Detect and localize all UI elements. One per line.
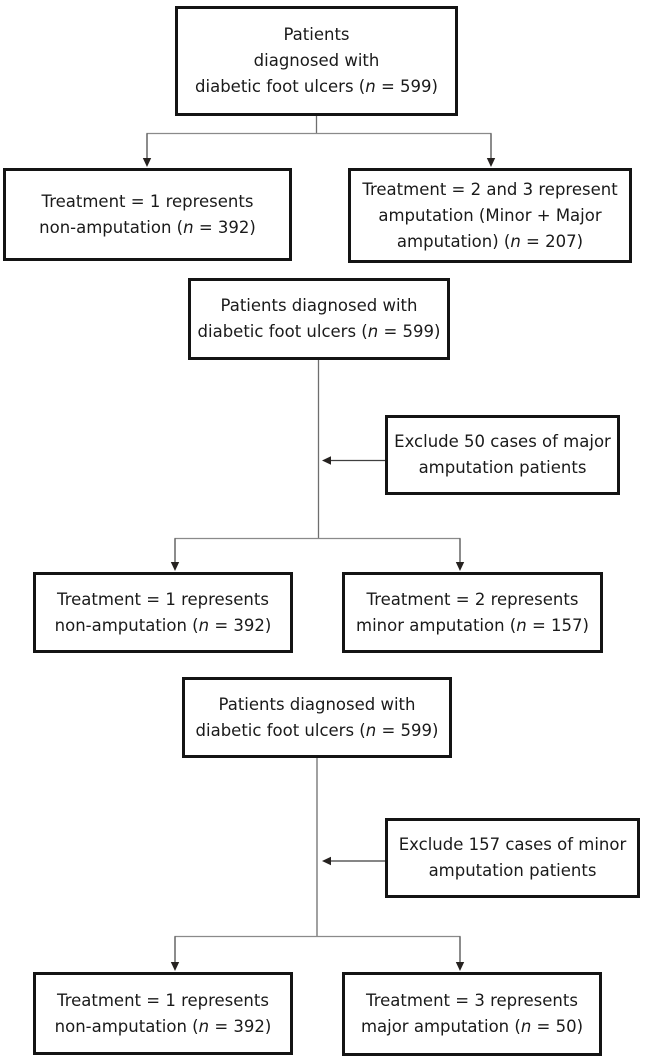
text-segment: = 599): [376, 720, 439, 740]
box-text-line: [198, 319, 441, 345]
italic-n-symbol: n: [520, 1017, 532, 1036]
arrowhead-exclude-1: [322, 456, 331, 464]
box-text-line: [42, 189, 254, 215]
box-text-line: [429, 858, 597, 884]
text-segment: Treatment = 3 represents: [366, 991, 578, 1010]
text-segment: Exclude 157 cases of minor: [398, 835, 627, 854]
italic-n-symbol: n: [516, 615, 527, 635]
arrowhead-3-left: [171, 962, 179, 971]
box-nonamputation-section1: [3, 168, 292, 261]
text-segment: Treatment = 2 and 3 represent: [362, 179, 618, 199]
text-segment: = 207): [520, 231, 584, 251]
box-text-line: [356, 613, 589, 639]
text-segment: major amputation (: [360, 1017, 521, 1036]
text-segment: Patients diagnosed with: [218, 694, 416, 714]
box-text-line: [361, 1014, 583, 1040]
italic-n-symbol: n: [510, 231, 521, 251]
box-text-line: [219, 692, 416, 718]
box-exclude-major-amputation: [385, 415, 620, 495]
italic-n-symbol: n: [367, 322, 379, 341]
arrowhead-exclude-2: [322, 857, 331, 865]
text-segment: amputation) (: [396, 231, 511, 251]
box-text-line: [399, 832, 627, 858]
box-cohort-section1: [175, 6, 458, 116]
text-segment: amputation (Minor + Major: [378, 205, 602, 225]
italic-n-symbol: n: [365, 720, 377, 740]
text-segment: diabetic foot ulcers (: [195, 77, 366, 96]
box-text-line: [394, 429, 611, 455]
text-segment: Patients: [283, 25, 350, 44]
box-text-line: [419, 455, 587, 481]
box-nonamputation-section3: [33, 972, 293, 1055]
italic-n-symbol: n: [365, 77, 376, 96]
arrowhead-1-left: [143, 158, 151, 167]
box-text-line: [196, 718, 439, 744]
box-minor-amputation-section2: [342, 572, 603, 653]
text-segment: Treatment = 1 represents: [41, 191, 254, 211]
text-segment: non-amputation (: [54, 615, 199, 635]
text-segment: minor amputation (: [356, 615, 517, 635]
box-text-line: [378, 203, 601, 229]
box-text-line: [221, 293, 418, 319]
text-segment: diabetic foot ulcers (: [195, 720, 366, 740]
arrowhead-1-right: [487, 158, 495, 167]
text-segment: = 599): [378, 322, 441, 341]
box-text-line: [254, 48, 380, 74]
text-segment: = 50): [531, 1017, 584, 1036]
text-segment: = 392): [209, 615, 272, 635]
italic-n-symbol: n: [198, 615, 210, 635]
box-text-line: [366, 988, 578, 1014]
arrowhead-2-right: [456, 562, 464, 571]
box-exclude-minor-amputation: [385, 818, 640, 898]
text-segment: Patients diagnosed with: [220, 296, 418, 315]
box-text-line: [362, 177, 617, 203]
text-segment: Exclude 50 cases of major: [394, 432, 611, 451]
box-cohort-section3: [182, 677, 452, 758]
text-segment: Treatment = 1 represents: [57, 990, 269, 1010]
box-text-line: [55, 1014, 272, 1040]
text-segment: non-amputation (: [54, 1016, 199, 1036]
box-text-line: [57, 587, 269, 613]
text-segment: = 392): [193, 217, 256, 237]
text-segment: amputation patients: [428, 861, 597, 880]
text-segment: = 392): [209, 1016, 272, 1036]
text-segment: Treatment = 1 represents: [57, 589, 269, 609]
italic-n-symbol: n: [198, 1016, 210, 1036]
text-segment: non-amputation (: [39, 217, 184, 237]
box-cohort-section2: [188, 278, 450, 360]
box-text-line: [195, 74, 438, 100]
italic-n-symbol: n: [183, 217, 194, 237]
text-segment: = 157): [526, 615, 589, 635]
text-segment: diabetic foot ulcers (: [197, 322, 368, 341]
box-amputation-section1: [348, 168, 632, 263]
text-segment: Treatment = 2 represents: [366, 589, 579, 609]
arrowhead-3-right: [456, 962, 464, 971]
box-nonamputation-section2: [33, 572, 293, 653]
box-text-line: [397, 229, 583, 255]
box-text-line: [57, 988, 269, 1014]
text-segment: diagnosed with: [253, 51, 380, 70]
box-text-line: [283, 22, 349, 48]
box-text-line: [367, 587, 579, 613]
box-major-amputation-section3: [342, 972, 602, 1056]
text-segment: amputation patients: [418, 458, 587, 477]
box-text-line: [39, 215, 256, 241]
box-text-line: [55, 613, 272, 639]
arrowhead-2-left: [171, 562, 179, 571]
text-segment: = 599): [375, 77, 438, 96]
